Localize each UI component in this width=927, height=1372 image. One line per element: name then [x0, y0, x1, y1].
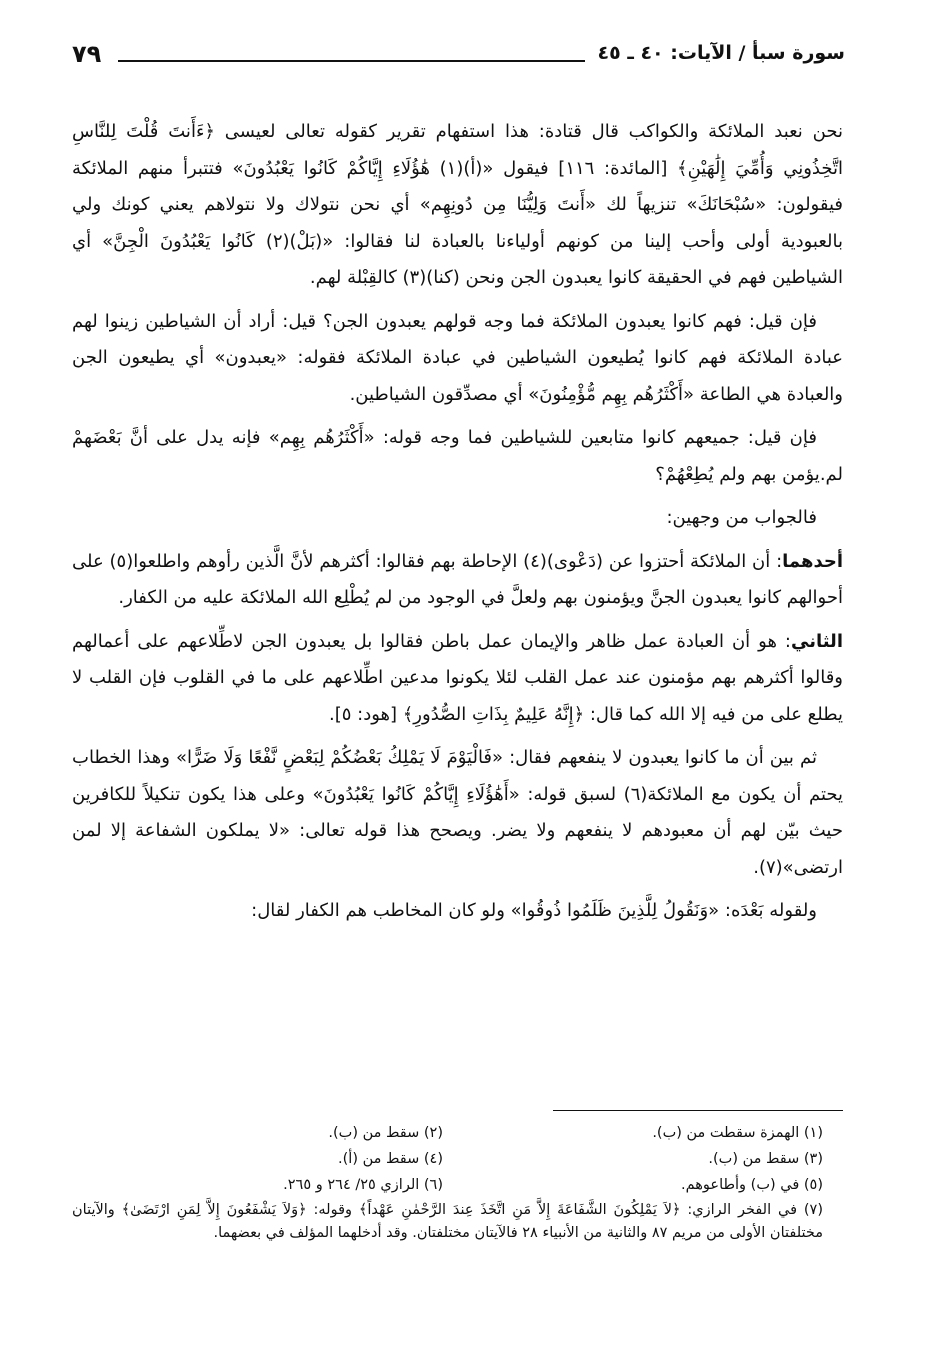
paragraph-lead: الثاني [790, 630, 843, 652]
running-header [72, 40, 845, 80]
paragraph-lead: أحدهما [782, 550, 843, 572]
paragraph-text: فإن قيل: جميعهم كانوا متابعين للشياطين فما وجه قوله: «أَكْثَرُهُم بِهِم» فإنه يدل على أنَّ بَعْضَهمْ لم.يؤمن بهم ولم يُطِعْهُمْ؟ [72, 427, 843, 485]
footnote: (٦) الرازي ٢٥/ ٢٦٤ و ٢٦٥. [283, 1177, 443, 1193]
footnote: (٥) في (ب) وأطاعوهم. [681, 1177, 823, 1193]
footnote-row [72, 1121, 843, 1147]
footnote: (٤) سقط من (أ). [338, 1151, 443, 1167]
footnote-7: (٧) في الفخر الرازي: ﴿لاَ يَمْلِكُونَ الشَّفَاعَةَ إِلاَّ مَنِ اتَّخَذَ عِندَ الرَّحْمٰنِ عَهْداً﴾ وقوله: ﴿وَلاَ يَشْفَعُونَ إِلاَّ لِمَنِ ارْتَضَىٰ﴾ والآيتان مختلفتان الأولى من مريم ٨٧ والثانية من الأنبياء ٢٨ فالآيتان مختلفتان. وقد أدخلهما المؤلف في بعضهما. [72, 1202, 823, 1241]
header-rule [118, 60, 585, 62]
paragraph [72, 420, 843, 493]
chapter-heading: سورة سبأ / الآيات: ٤٠ ـ ٤٥ [597, 42, 845, 64]
footnotes [72, 1121, 843, 1245]
paragraph-text: : أن الملائكة أحتزوا عن (دَعْوى)(٤) الإحاطة بهم فقالوا: أكثرهم لأنَّ الَّذين رأوهم واطلعوا(٥) على أحوالهم كانوا يعبدون الجنَّ ويؤمنون بهم ولعلَّ في الوجود من لم يُطْلِع الله الملائكة عليه من الكفار. [72, 550, 843, 608]
footnote-row [72, 1147, 843, 1173]
paragraph [72, 740, 843, 886]
footnote: (١) الهمزة سقطت من (ب). [652, 1125, 823, 1141]
paragraph [72, 304, 843, 414]
footnote-row [72, 1173, 843, 1199]
footnote-rule [553, 1110, 843, 1111]
paragraph [72, 893, 843, 930]
paragraph [72, 544, 843, 617]
paragraph-text: نحن نعبد الملائكة والكواكب قال قتادة: هذا استفهام تقرير كقوله تعالى لعيسى ﴿ءَأَنتَ قُلْتَ لِلنَّاسِ اتَّخِذُونِي وَأُمِّيَ إِلَٰهَيْنِ﴾ [المائدة: ١١٦] فيقول «(أ)(١) هَٰؤُلَاءِ إِيَّاكُمْ كَانُوا يَعْبُدُونَ» فتتبرأ منهم الملائكة فيقولون: «سُبْحَانَكَ» تنزيهاً لك «أَنتَ وَلِيُّنَا مِن دُونِهِم» أي نحن نتولاك ولا نتولاهم يعني كونك ولي بالعبودية أولى وأحب إلينا من كونهم أولياءنا بالعبادة لنا فقالوا: «(بَلْ)(٢) كَانُوا يَعْبُدُونَ الْجِنَّ» أي الشياطين فهم في الحقيقة كانوا يعبدون الجن ونحن (كنا)(٣) كالقِبْلة لهم. [72, 121, 843, 288]
paragraph-text: ثم بين أن ما كانوا يعبدون لا ينفعهم فقال: «فَالْيَوْمَ لَا يَمْلِكُ بَعْضُكُمْ لِبَعْضٍ نَّفْعًا وَلَا ضَرًّا» وهذا الخطاب يحتم أن يكون مع الملائكة(٦) لسبق قوله: «أَهَٰؤُلَاءِ إِيَّاكُمْ كَانُوا يَعْبُدُونَ» وعلى هذا يكون تنكيلاً للكافرين حيث بيّن لهم أن معبودهم لا ينفعهم ولا يضر. ويصحح هذا قوله تعالى: «لا يملكون الشفاعة إلا لمن ارتضى»(٧). [72, 747, 844, 878]
paragraph-text: ولقوله بَعْدَه: «وَنَقُولُ لِلَّذِينَ ظَلَمُوا ذُوقُوا» ولو كان المخاطب هم الكفار لقال: [251, 900, 817, 921]
paragraph [72, 500, 843, 537]
footnote: (٢) سقط من (ب). [328, 1125, 443, 1141]
page-number: ٧٩ [72, 40, 102, 68]
footnote: (٣) سقط من (ب). [708, 1151, 823, 1167]
paragraph [72, 114, 843, 297]
body-text [72, 114, 843, 937]
paragraph-text: فالجواب من وجهين: [666, 507, 817, 528]
paragraph [72, 624, 843, 734]
paragraph-text: : هو أن العبادة عمل ظاهر والإيمان عمل باطن فقالوا بل يعبدون الجن لاطِّلاعهم على أعمالهم وقالوا أكثرهم بهم مؤمنون عند عمل القلب لئلا يكونوا مدعين اطِّلاعهم على ما في القلوب فإن القلب لا يطلع على من فيه إلا الله كما قال: ﴿إِنَّهُ عَلِيمٌ بِذَاتِ الصُّدُورِ﴾ [هود: ٥]. [72, 630, 843, 725]
paragraph-text: فإن قيل: فهم كانوا يعبدون الملائكة فما وجه قولهم يعبدون الجن؟ قيل: أراد أن الشياطين زينوا لهم عبادة الملائكة فهم كانوا يُطيعون الشياطين في عبادة الملائكة فقوله: «يعبدون» أي يطيعون الجن والعبادة هي الطاعة «أَكْثَرُهُم بِهِم مُّؤْمِنُونَ» أي مصدِّقون الشياطين. [72, 310, 843, 405]
